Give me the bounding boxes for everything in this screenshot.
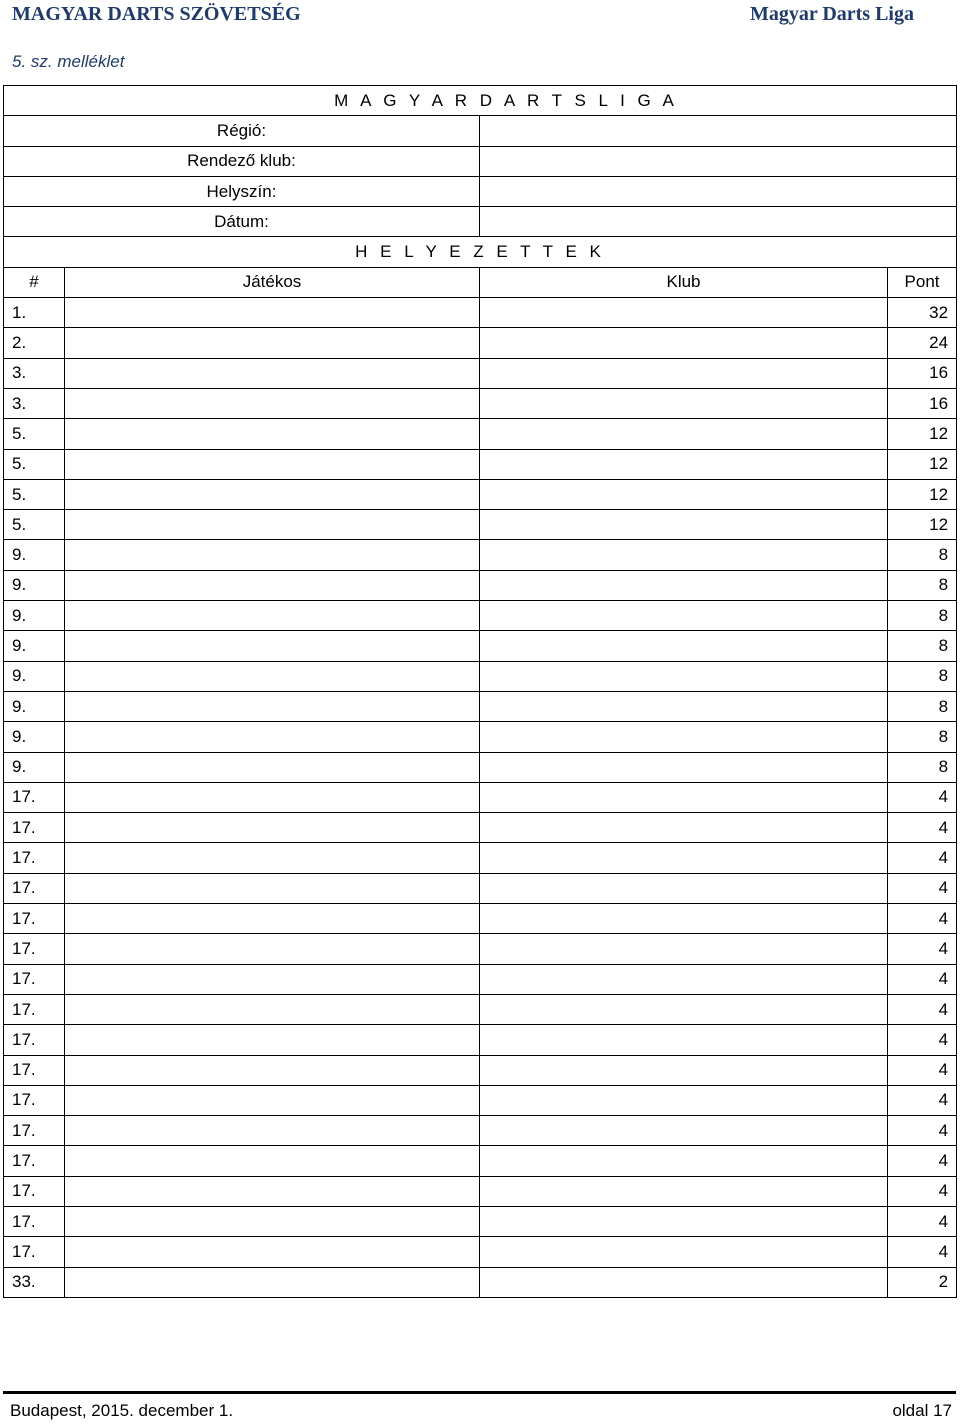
footer-place-date: Budapest, 2015. december 1. bbox=[10, 1401, 234, 1420]
club-cell[interactable] bbox=[480, 1237, 888, 1267]
field-value-region[interactable] bbox=[480, 116, 957, 146]
player-cell[interactable] bbox=[65, 691, 480, 721]
table-row bbox=[4, 601, 957, 631]
table-row bbox=[4, 843, 957, 873]
points-cell: 4 bbox=[888, 904, 957, 934]
points-cell: 4 bbox=[888, 1146, 957, 1176]
points-cell: 4 bbox=[888, 934, 957, 964]
club-cell[interactable] bbox=[480, 661, 888, 691]
field-label-region: Régió: bbox=[4, 116, 480, 146]
club-cell[interactable] bbox=[480, 1176, 888, 1206]
club-cell[interactable] bbox=[480, 358, 888, 388]
rank-cell: 17. bbox=[4, 1116, 65, 1146]
rank-cell: 17. bbox=[4, 1055, 65, 1085]
rank-cell: 5. bbox=[4, 419, 65, 449]
player-cell[interactable] bbox=[65, 782, 480, 812]
player-cell[interactable] bbox=[65, 298, 480, 328]
rank-cell: 17. bbox=[4, 1206, 65, 1236]
field-value-host-club[interactable] bbox=[480, 146, 957, 176]
club-cell[interactable] bbox=[480, 601, 888, 631]
rank-cell: 9. bbox=[4, 691, 65, 721]
club-cell[interactable] bbox=[480, 570, 888, 600]
table-row bbox=[4, 631, 957, 661]
rank-cell: 3. bbox=[4, 358, 65, 388]
points-cell: 4 bbox=[888, 994, 957, 1024]
rank-cell: 3. bbox=[4, 388, 65, 418]
points-cell: 8 bbox=[888, 631, 957, 661]
table-row bbox=[4, 752, 957, 782]
annex-label: 5. sz. melléklet bbox=[12, 52, 125, 71]
field-value-date[interactable] bbox=[480, 207, 957, 237]
club-cell[interactable] bbox=[480, 1206, 888, 1236]
points-cell: 12 bbox=[888, 449, 957, 479]
rank-cell: 17. bbox=[4, 904, 65, 934]
player-cell[interactable] bbox=[65, 813, 480, 843]
results-form bbox=[3, 85, 957, 1298]
points-cell: 4 bbox=[888, 1025, 957, 1055]
rank-cell: 17. bbox=[4, 964, 65, 994]
column-header-points: Pont bbox=[888, 267, 957, 297]
rank-cell: 17. bbox=[4, 873, 65, 903]
table-row bbox=[4, 813, 957, 843]
player-cell[interactable] bbox=[65, 540, 480, 570]
points-cell: 16 bbox=[888, 358, 957, 388]
club-cell[interactable] bbox=[480, 631, 888, 661]
table-row bbox=[4, 298, 957, 328]
club-cell[interactable] bbox=[480, 843, 888, 873]
player-cell[interactable] bbox=[65, 994, 480, 1024]
column-header-num: # bbox=[4, 267, 65, 297]
points-cell: 12 bbox=[888, 419, 957, 449]
club-cell[interactable] bbox=[480, 540, 888, 570]
field-label-venue: Helyszín: bbox=[4, 176, 480, 206]
page-header bbox=[12, 3, 914, 29]
player-cell[interactable] bbox=[65, 388, 480, 418]
rank-cell: 17. bbox=[4, 813, 65, 843]
table-row bbox=[4, 722, 957, 752]
table-row bbox=[4, 1055, 957, 1085]
club-cell[interactable] bbox=[480, 449, 888, 479]
rank-cell: 9. bbox=[4, 661, 65, 691]
table-row bbox=[4, 1025, 957, 1055]
player-cell[interactable] bbox=[65, 1146, 480, 1176]
rank-cell: 17. bbox=[4, 782, 65, 812]
rank-cell: 5. bbox=[4, 510, 65, 540]
player-cell[interactable] bbox=[65, 1237, 480, 1267]
points-cell: 8 bbox=[888, 661, 957, 691]
points-cell: 4 bbox=[888, 964, 957, 994]
rank-cell: 17. bbox=[4, 843, 65, 873]
field-label-host-club: Rendező klub: bbox=[4, 146, 480, 176]
club-cell[interactable] bbox=[480, 388, 888, 418]
rank-cell: 9. bbox=[4, 570, 65, 600]
club-cell[interactable] bbox=[480, 873, 888, 903]
points-cell: 4 bbox=[888, 873, 957, 903]
club-cell[interactable] bbox=[480, 1055, 888, 1085]
points-cell: 4 bbox=[888, 1055, 957, 1085]
table-row bbox=[4, 570, 957, 600]
points-cell: 8 bbox=[888, 540, 957, 570]
footer-divider bbox=[3, 1391, 956, 1394]
club-cell[interactable] bbox=[480, 298, 888, 328]
table-row bbox=[4, 934, 957, 964]
player-cell[interactable] bbox=[65, 631, 480, 661]
club-cell[interactable] bbox=[480, 510, 888, 540]
player-cell[interactable] bbox=[65, 873, 480, 903]
table-row bbox=[4, 1267, 957, 1297]
table-row bbox=[4, 419, 957, 449]
points-cell: 8 bbox=[888, 570, 957, 600]
column-header-row bbox=[4, 267, 957, 297]
player-cell[interactable] bbox=[65, 752, 480, 782]
player-cell[interactable] bbox=[65, 904, 480, 934]
points-cell: 32 bbox=[888, 298, 957, 328]
points-cell: 4 bbox=[888, 1176, 957, 1206]
form-title-row bbox=[4, 86, 957, 116]
points-cell: 4 bbox=[888, 843, 957, 873]
rank-cell: 9. bbox=[4, 601, 65, 631]
club-cell[interactable] bbox=[480, 1267, 888, 1297]
table-row bbox=[4, 782, 957, 812]
points-cell: 12 bbox=[888, 479, 957, 509]
column-header-club: Klub bbox=[480, 267, 888, 297]
rank-cell: 17. bbox=[4, 1237, 65, 1267]
rank-cell: 17. bbox=[4, 1085, 65, 1115]
form-title: M A G Y A R D A R T S L I G A bbox=[4, 86, 957, 116]
points-cell: 4 bbox=[888, 782, 957, 812]
table-row bbox=[4, 1146, 957, 1176]
federation-name: MAGYAR DARTS SZÖVETSÉG bbox=[12, 3, 301, 25]
points-cell: 8 bbox=[888, 691, 957, 721]
club-cell[interactable] bbox=[480, 752, 888, 782]
club-cell[interactable] bbox=[480, 722, 888, 752]
table-row bbox=[4, 1085, 957, 1115]
field-row-host-club bbox=[4, 146, 957, 176]
points-cell: 4 bbox=[888, 1237, 957, 1267]
points-cell: 8 bbox=[888, 752, 957, 782]
club-cell[interactable] bbox=[480, 1116, 888, 1146]
club-cell[interactable] bbox=[480, 1025, 888, 1055]
player-cell[interactable] bbox=[65, 1206, 480, 1236]
player-cell[interactable] bbox=[65, 843, 480, 873]
player-cell[interactable] bbox=[65, 934, 480, 964]
club-cell[interactable] bbox=[480, 994, 888, 1024]
table-row bbox=[4, 661, 957, 691]
points-cell: 4 bbox=[888, 1206, 957, 1236]
rank-cell: 1. bbox=[4, 298, 65, 328]
table-row bbox=[4, 1116, 957, 1146]
table-row bbox=[4, 540, 957, 570]
points-cell: 12 bbox=[888, 510, 957, 540]
player-cell[interactable] bbox=[65, 722, 480, 752]
table-row bbox=[4, 691, 957, 721]
club-cell[interactable] bbox=[480, 1085, 888, 1115]
field-row-venue bbox=[4, 176, 957, 206]
club-cell[interactable] bbox=[480, 934, 888, 964]
field-label-date: Dátum: bbox=[4, 207, 480, 237]
player-cell[interactable] bbox=[65, 1267, 480, 1297]
rank-cell: 9. bbox=[4, 540, 65, 570]
rank-cell: 17. bbox=[4, 1176, 65, 1206]
league-name: Magyar Darts Liga bbox=[749, 3, 914, 25]
club-cell[interactable] bbox=[480, 419, 888, 449]
table-row bbox=[4, 1176, 957, 1206]
player-cell[interactable] bbox=[65, 1116, 480, 1146]
points-cell: 16 bbox=[888, 388, 957, 418]
club-cell[interactable] bbox=[480, 479, 888, 509]
player-cell[interactable] bbox=[65, 570, 480, 600]
rank-cell: 9. bbox=[4, 752, 65, 782]
points-cell: 2 bbox=[888, 1267, 957, 1297]
table-row bbox=[4, 358, 957, 388]
rank-cell: 5. bbox=[4, 449, 65, 479]
club-cell[interactable] bbox=[480, 813, 888, 843]
rank-cell: 17. bbox=[4, 994, 65, 1024]
section-title-row bbox=[4, 237, 957, 267]
player-cell[interactable] bbox=[65, 601, 480, 631]
table-row bbox=[4, 964, 957, 994]
rank-cell: 17. bbox=[4, 934, 65, 964]
page-number: oldal 17 bbox=[892, 1401, 952, 1420]
rank-cell: 9. bbox=[4, 722, 65, 752]
player-cell[interactable] bbox=[65, 964, 480, 994]
player-cell[interactable] bbox=[65, 661, 480, 691]
points-cell: 8 bbox=[888, 722, 957, 752]
points-cell: 24 bbox=[888, 328, 957, 358]
club-cell[interactable] bbox=[480, 964, 888, 994]
club-cell[interactable] bbox=[480, 782, 888, 812]
rank-cell: 5. bbox=[4, 479, 65, 509]
rank-cell: 33. bbox=[4, 1267, 65, 1297]
player-cell[interactable] bbox=[65, 1025, 480, 1055]
table-row bbox=[4, 328, 957, 358]
form-body bbox=[4, 86, 957, 1298]
field-row-region bbox=[4, 116, 957, 146]
table-row bbox=[4, 388, 957, 418]
rank-cell: 17. bbox=[4, 1146, 65, 1176]
column-header-player: Játékos bbox=[65, 267, 480, 297]
table-row bbox=[4, 510, 957, 540]
club-cell[interactable] bbox=[480, 328, 888, 358]
club-cell[interactable] bbox=[480, 1146, 888, 1176]
table-row bbox=[4, 1206, 957, 1236]
rank-cell: 17. bbox=[4, 1025, 65, 1055]
table-row bbox=[4, 479, 957, 509]
rank-cell: 9. bbox=[4, 631, 65, 661]
table-row bbox=[4, 994, 957, 1024]
points-cell: 4 bbox=[888, 1116, 957, 1146]
player-cell[interactable] bbox=[65, 510, 480, 540]
player-cell[interactable] bbox=[65, 1176, 480, 1206]
club-cell[interactable] bbox=[480, 904, 888, 934]
player-cell[interactable] bbox=[65, 1085, 480, 1115]
field-row-date bbox=[4, 207, 957, 237]
points-cell: 8 bbox=[888, 601, 957, 631]
rank-cell: 2. bbox=[4, 328, 65, 358]
table-row bbox=[4, 904, 957, 934]
player-cell[interactable] bbox=[65, 449, 480, 479]
player-cell[interactable] bbox=[65, 479, 480, 509]
player-cell[interactable] bbox=[65, 1055, 480, 1085]
player-cell[interactable] bbox=[65, 358, 480, 388]
points-cell: 4 bbox=[888, 813, 957, 843]
table-row bbox=[4, 449, 957, 479]
section-title: H E L Y E Z E T T E K bbox=[4, 237, 957, 267]
club-cell[interactable] bbox=[480, 691, 888, 721]
field-value-venue[interactable] bbox=[480, 176, 957, 206]
player-cell[interactable] bbox=[65, 419, 480, 449]
table-row bbox=[4, 1237, 957, 1267]
table-row bbox=[4, 873, 957, 903]
points-cell: 4 bbox=[888, 1085, 957, 1115]
player-cell[interactable] bbox=[65, 328, 480, 358]
